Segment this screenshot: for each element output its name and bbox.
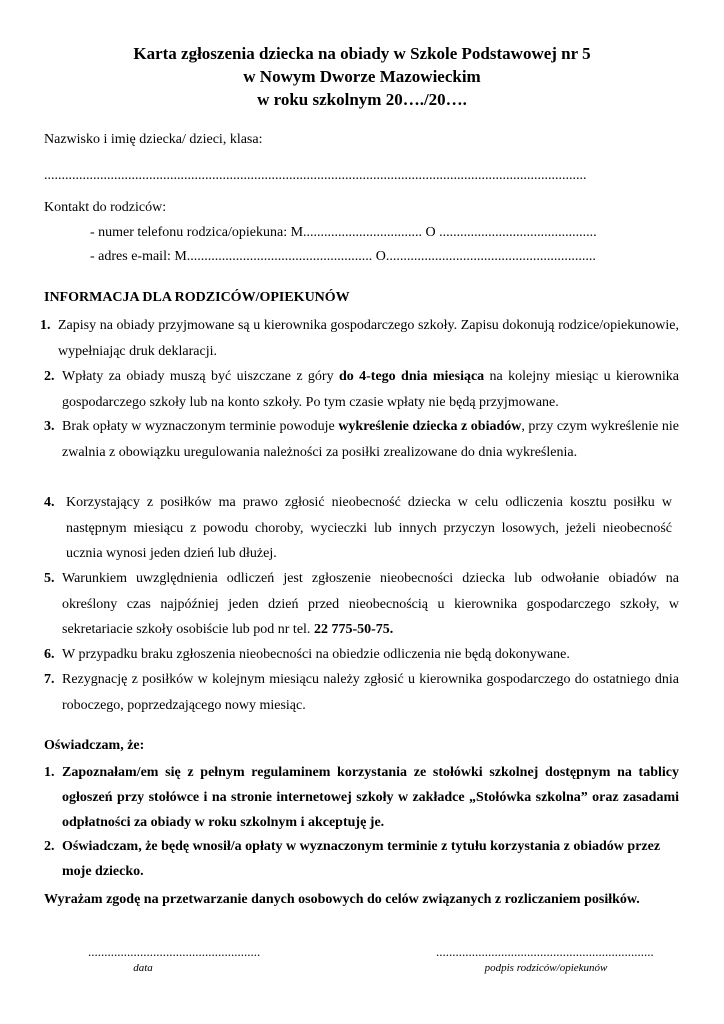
info-item-2-text-end: na kolejny miesiąc u kierownika gospodarczego szkoły lub na konto szkoły. Po tym czasie wpłaty nie będą przyjmowane.: [62, 369, 679, 410]
info-item-number: 2.: [44, 369, 55, 384]
info-item-7: [62, 667, 679, 718]
phone-field[interactable]: - numer telefonu rodzica/opiekuna: M.................................. O .............................................: [90, 225, 597, 240]
info-item-number: 6.: [44, 647, 55, 662]
info-item-4-text: Korzystający z posiłków ma prawo zgłosić nieobecność dziecka w celu odliczenia kosztu posiłku w następnym miesiącu z powodu choroby, wycieczki lub innych przyczyn losowych, jeżeli nieobecność ucznia wynosi jeden dzień lub dłużej.: [66, 495, 672, 561]
info-item-3-bold: wykreślenie dziecka z obiadów: [338, 419, 522, 434]
info-item-3: [62, 414, 679, 465]
info-item-2-text: Wpłaty za obiady muszą być uiszczane z góry: [62, 369, 339, 384]
info-item-5-phone: 22 775-50-75.: [313, 622, 394, 637]
title-line-3: w roku szkolnym 20…./20….: [257, 90, 467, 109]
title-line-2: w Nowym Dworze Mazowieckim: [243, 67, 481, 86]
info-item-1: [58, 313, 679, 364]
info-item-number: 7.: [44, 672, 55, 687]
declaration-item-1: Zapoznałam/em się z pełnym regulaminem korzystania ze stołówki szkolnej dostępnym na tablicy ogłoszeń przy stołówce i na stronie internetowej szkoły w zakładce „Stołówka szkolna” oraz zasadami odpłatności za obiady w roku szkolnym i akceptuję je.: [62, 765, 679, 830]
info-heading: INFORMACJA DLA RODZICÓW/OPIEKUNÓW: [44, 290, 350, 305]
date-field[interactable]: .....................................................: [88, 944, 261, 959]
signature-label: podpis rodziców/opiekunów: [484, 962, 608, 974]
title-line-1: Karta zgłoszenia dziecka na obiady w Szkole Podstawowej nr 5: [133, 44, 591, 63]
data-consent: Wyrażam zgodę na przetwarzanie danych osobowych do celów związanych z rozliczaniem posiłków.: [44, 892, 640, 907]
declaration-item-number: 1.: [44, 765, 55, 780]
email-field[interactable]: - adres e-mail: M..................................................... O............................................................: [90, 249, 596, 264]
declaration-heading: Oświadczam, że:: [44, 738, 145, 753]
child-name-field[interactable]: ...........................................................................................................................................................: [44, 168, 587, 183]
info-item-7-text: Rezygnację z posiłków w kolejnym miesiącu należy zgłosić u kierownika gospodarczego do ostatniego dnia roboczego, poprzedzającego nowy miesiąc.: [62, 672, 679, 713]
child-name-label: Nazwisko i imię dziecka/ dzieci, klasa:: [44, 132, 263, 147]
info-item-5: [62, 566, 679, 643]
info-item-3-text: Brak opłaty w wyznaczonym terminie powoduje: [62, 419, 339, 434]
info-item-number: 3.: [44, 419, 55, 434]
signature-field[interactable]: ...................................................................: [436, 944, 654, 959]
info-item-number: 4.: [44, 495, 55, 510]
info-item-number: 5.: [44, 571, 55, 586]
info-item-4: [66, 490, 672, 567]
info-item-5-text: Warunkiem uwzględnienia odliczeń jest zgłoszenie nieobecności dziecka lub odwołanie obiadów na określony czas najpóźniej jeden dzień przed nieobecnością u kierownika gospodarczego szkoły, w sekretariacie szkoły osobiście lub pod nr tel.: [62, 571, 679, 637]
declaration-item-number: 2.: [44, 839, 55, 854]
date-label: data: [133, 962, 153, 974]
info-item-6-text: W przypadku braku zgłoszenia nieobecności na obiedzie odliczenia nie będą dokonywane.: [62, 647, 570, 662]
info-item-number: 1.: [40, 318, 51, 333]
info-item-2: [62, 364, 679, 415]
info-item-2-deadline: do 4-tego dnia miesiąca: [338, 369, 485, 384]
contact-label: Kontakt do rodziców:: [44, 200, 167, 215]
info-item-1-text: Zapisy na obiady przyjmowane są u kierownika gospodarczego szkoły. Zapisu dokonują rodzice/opiekunowie, wypełniając druk deklaracji.: [58, 318, 679, 359]
declaration-item-2: Oświadczam, że będę wnosił/a opłaty w wyznaczonym terminie z tytułu korzystania z obiadów przez moje dziecko.: [62, 839, 661, 879]
info-item-3-text-end: , przy czym wykreślenie nie zwalnia z obowiązku uregulowania należności za posiłki zrealizowane do dnia wykreślenia.: [62, 419, 679, 460]
info-item-6: [62, 642, 679, 668]
